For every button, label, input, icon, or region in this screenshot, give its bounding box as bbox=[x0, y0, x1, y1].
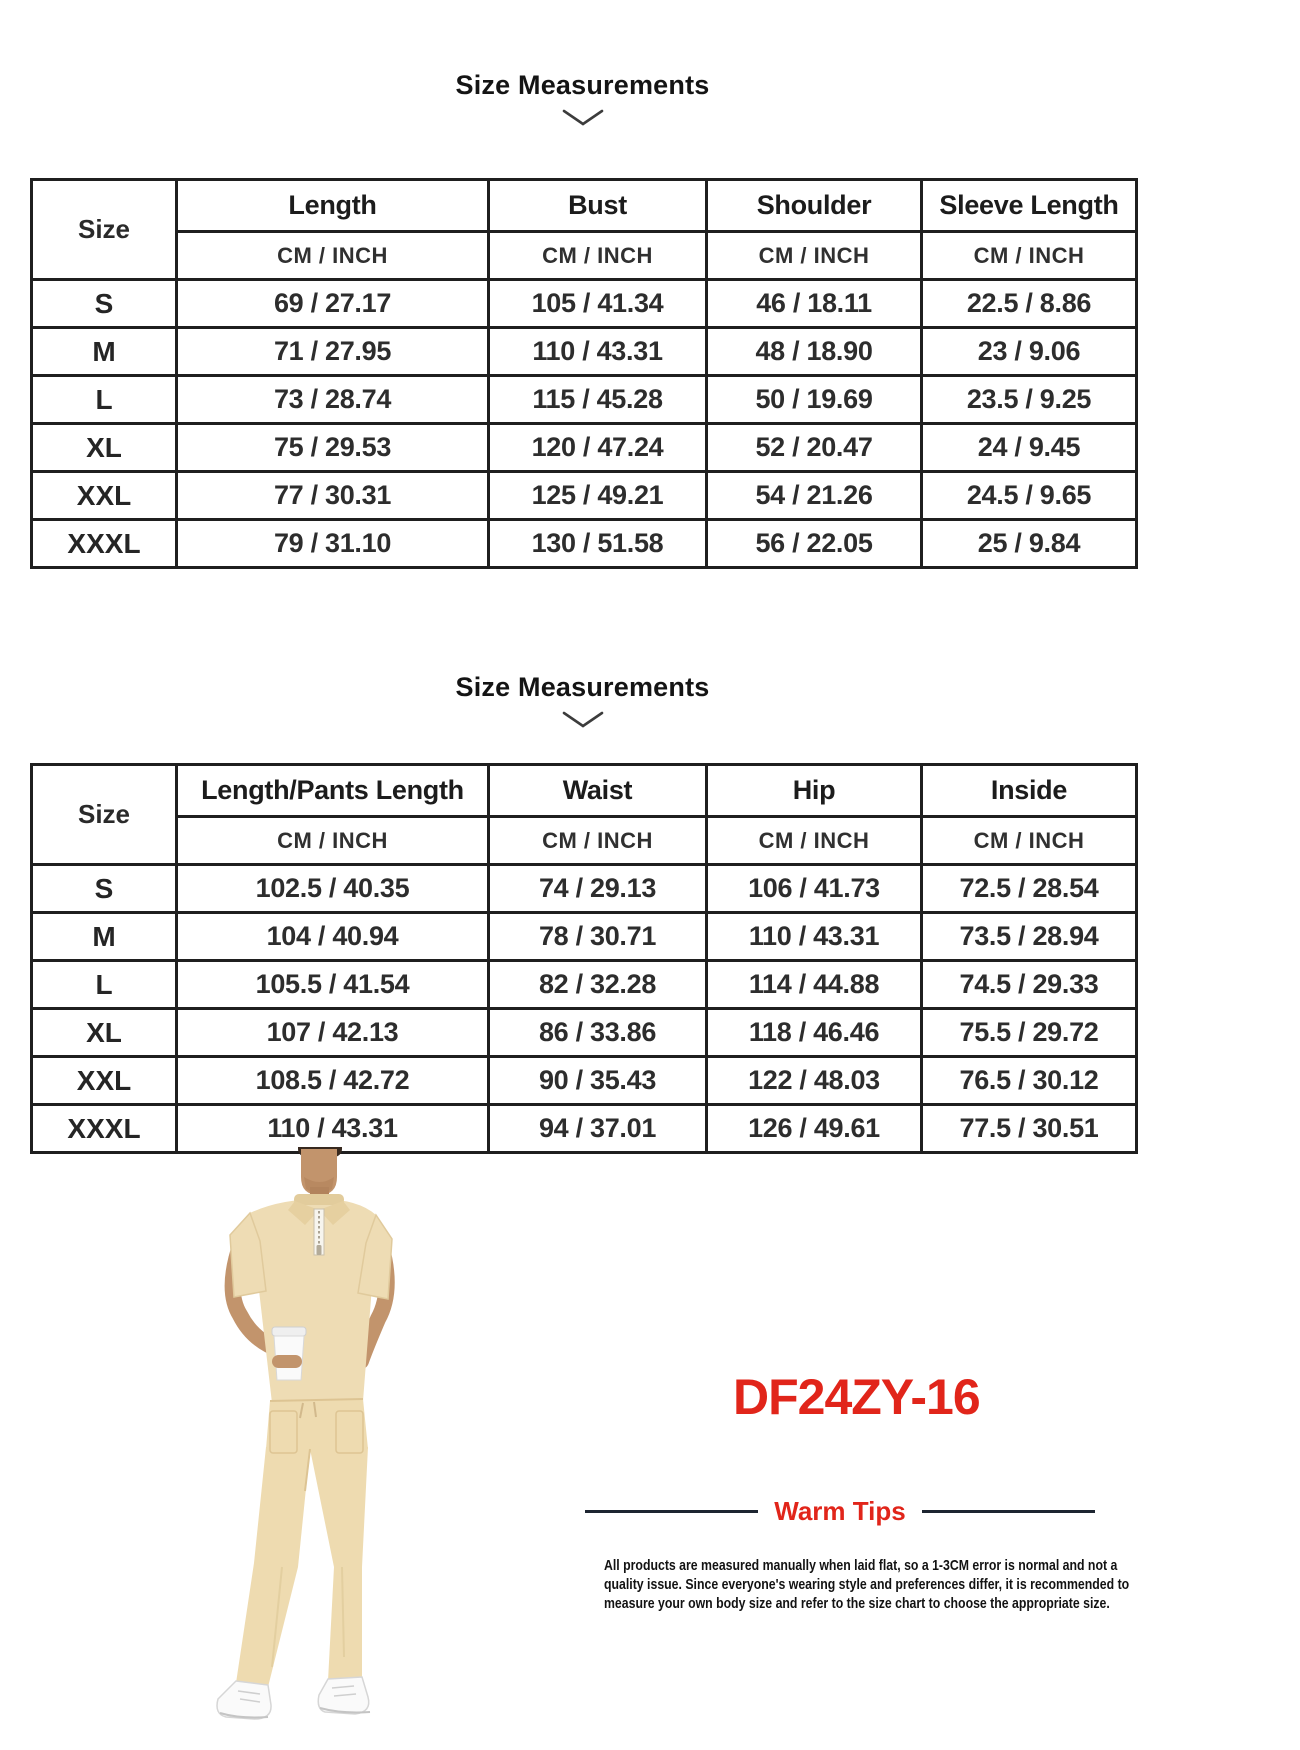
unit-row bbox=[32, 817, 1137, 865]
shoulder-value: 48 / 18.90 bbox=[707, 328, 922, 376]
pants-length-value: 108.5 / 42.72 bbox=[177, 1057, 489, 1105]
hip-value: 110 / 43.31 bbox=[707, 913, 922, 961]
size-value: M bbox=[32, 913, 177, 961]
bust-value: 115 / 45.28 bbox=[489, 376, 707, 424]
unit-label: CM / INCH bbox=[177, 232, 489, 280]
table-row-m bbox=[32, 913, 1137, 961]
bust-value: 125 / 49.21 bbox=[489, 472, 707, 520]
table-row-s bbox=[32, 280, 1137, 328]
length-value: 73 / 28.74 bbox=[177, 376, 489, 424]
size-column-header: Size bbox=[32, 180, 177, 280]
waist-value: 74 / 29.13 bbox=[489, 865, 707, 913]
shoulder-value: 50 / 19.69 bbox=[707, 376, 922, 424]
sleeve-value: 24.5 / 9.65 bbox=[922, 472, 1137, 520]
waist-value: 94 / 37.01 bbox=[489, 1105, 707, 1153]
shoulder-value: 46 / 18.11 bbox=[707, 280, 922, 328]
shoulder-value: 54 / 21.26 bbox=[707, 472, 922, 520]
column-header-pants-length: Length/Pants Length bbox=[177, 765, 489, 817]
chevron-down-icon bbox=[30, 710, 1135, 735]
bottom-section-header bbox=[30, 672, 1135, 735]
table-row-l bbox=[32, 961, 1137, 1009]
top-section-header bbox=[30, 70, 1135, 133]
hip-value: 118 / 46.46 bbox=[707, 1009, 922, 1057]
unit-label: CM / INCH bbox=[707, 817, 922, 865]
length-value: 69 / 27.17 bbox=[177, 280, 489, 328]
measurement-disclaimer bbox=[550, 1556, 1150, 1613]
table-row-s bbox=[32, 865, 1137, 913]
hip-value: 106 / 41.73 bbox=[707, 865, 922, 913]
unit-label: CM / INCH bbox=[922, 232, 1137, 280]
size-value: XXL bbox=[32, 472, 177, 520]
bust-value: 120 / 47.24 bbox=[489, 424, 707, 472]
hip-value: 114 / 44.88 bbox=[707, 961, 922, 1009]
size-value: XXL bbox=[32, 1057, 177, 1105]
warm-tips-label: Warm Tips bbox=[774, 1496, 906, 1526]
table-row-xl bbox=[32, 424, 1137, 472]
length-value: 71 / 27.95 bbox=[177, 328, 489, 376]
inside-value: 75.5 / 29.72 bbox=[922, 1009, 1137, 1057]
disclaimer-line: quality issue. Since everyone's wearing style and preferences differ, it is recommended to bbox=[604, 1576, 1130, 1593]
disclaimer-line: All products are measured manually when laid flat, so a 1-3CM error is normal and not a bbox=[604, 1557, 1118, 1574]
bottom-section-title: Size Measurements bbox=[455, 672, 710, 702]
unit-label: CM / INCH bbox=[922, 817, 1137, 865]
unit-label: CM / INCH bbox=[177, 817, 489, 865]
size-value: XXXL bbox=[32, 520, 177, 568]
column-header-bust: Bust bbox=[489, 180, 707, 232]
warm-tips-divider bbox=[585, 1496, 1095, 1527]
table-row-l bbox=[32, 376, 1137, 424]
size-value: L bbox=[32, 376, 177, 424]
table-row-xxxl bbox=[32, 520, 1137, 568]
header-row bbox=[32, 765, 1137, 817]
size-value: S bbox=[32, 280, 177, 328]
length-value: 79 / 31.10 bbox=[177, 520, 489, 568]
size-column-header: Size bbox=[32, 765, 177, 865]
waist-value: 82 / 32.28 bbox=[489, 961, 707, 1009]
column-header-shoulder: Shoulder bbox=[707, 180, 922, 232]
pants-length-value: 102.5 / 40.35 bbox=[177, 865, 489, 913]
sleeve-value: 22.5 / 8.86 bbox=[922, 280, 1137, 328]
shoulder-value: 52 / 20.47 bbox=[707, 424, 922, 472]
disclaimer-line: measure your own body size and refer to the size chart to choose the appropriate size. bbox=[604, 1595, 1110, 1612]
product-model-code: DF24ZY-16 bbox=[733, 1369, 980, 1425]
unit-label: CM / INCH bbox=[707, 232, 922, 280]
sleeve-value: 23.5 / 9.25 bbox=[922, 376, 1137, 424]
bust-value: 110 / 43.31 bbox=[489, 328, 707, 376]
bust-value: 130 / 51.58 bbox=[489, 520, 707, 568]
inside-value: 76.5 / 30.12 bbox=[922, 1057, 1137, 1105]
shoulder-value: 56 / 22.05 bbox=[707, 520, 922, 568]
sleeve-value: 25 / 9.84 bbox=[922, 520, 1137, 568]
column-header-hip: Hip bbox=[707, 765, 922, 817]
pants-length-value: 107 / 42.13 bbox=[177, 1009, 489, 1057]
pants-length-value: 110 / 43.31 bbox=[177, 1105, 489, 1153]
sleeve-value: 24 / 9.45 bbox=[922, 424, 1137, 472]
chevron-down-icon bbox=[30, 108, 1135, 133]
inside-value: 74.5 / 29.33 bbox=[922, 961, 1137, 1009]
header-row bbox=[32, 180, 1137, 232]
top-section-title: Size Measurements bbox=[455, 70, 710, 100]
size-value: XXXL bbox=[32, 1105, 177, 1153]
size-value: S bbox=[32, 865, 177, 913]
waist-value: 78 / 30.71 bbox=[489, 913, 707, 961]
column-header-inside: Inside bbox=[922, 765, 1137, 817]
bust-value: 105 / 41.34 bbox=[489, 280, 707, 328]
divider-line-right bbox=[922, 1510, 1095, 1513]
pants-length-value: 105.5 / 41.54 bbox=[177, 961, 489, 1009]
hip-value: 126 / 49.61 bbox=[707, 1105, 922, 1153]
waist-value: 86 / 33.86 bbox=[489, 1009, 707, 1057]
model-photo-khaki-polo-set bbox=[208, 1147, 398, 1730]
hip-value: 122 / 48.03 bbox=[707, 1057, 922, 1105]
divider-line-left bbox=[585, 1510, 758, 1513]
column-header-length: Length bbox=[177, 180, 489, 232]
length-value: 77 / 30.31 bbox=[177, 472, 489, 520]
unit-row bbox=[32, 232, 1137, 280]
size-value: M bbox=[32, 328, 177, 376]
pants-size-table bbox=[30, 763, 1138, 1154]
size-value: XL bbox=[32, 424, 177, 472]
size-value: L bbox=[32, 961, 177, 1009]
shirt-size-table bbox=[30, 178, 1138, 569]
table-row-xxl bbox=[32, 1057, 1137, 1105]
table-row-xl bbox=[32, 1009, 1137, 1057]
table-row-m bbox=[32, 328, 1137, 376]
unit-label: CM / INCH bbox=[489, 817, 707, 865]
table-row-xxl bbox=[32, 472, 1137, 520]
inside-value: 77.5 / 30.51 bbox=[922, 1105, 1137, 1153]
inside-value: 73.5 / 28.94 bbox=[922, 913, 1137, 961]
size-value: XL bbox=[32, 1009, 177, 1057]
pants-length-value: 104 / 40.94 bbox=[177, 913, 489, 961]
column-header-sleeve: Sleeve Length bbox=[922, 180, 1137, 232]
sleeve-value: 23 / 9.06 bbox=[922, 328, 1137, 376]
waist-value: 90 / 35.43 bbox=[489, 1057, 707, 1105]
inside-value: 72.5 / 28.54 bbox=[922, 865, 1137, 913]
unit-label: CM / INCH bbox=[489, 232, 707, 280]
column-header-waist: Waist bbox=[489, 765, 707, 817]
length-value: 75 / 29.53 bbox=[177, 424, 489, 472]
table-row-xxxl bbox=[32, 1105, 1137, 1153]
